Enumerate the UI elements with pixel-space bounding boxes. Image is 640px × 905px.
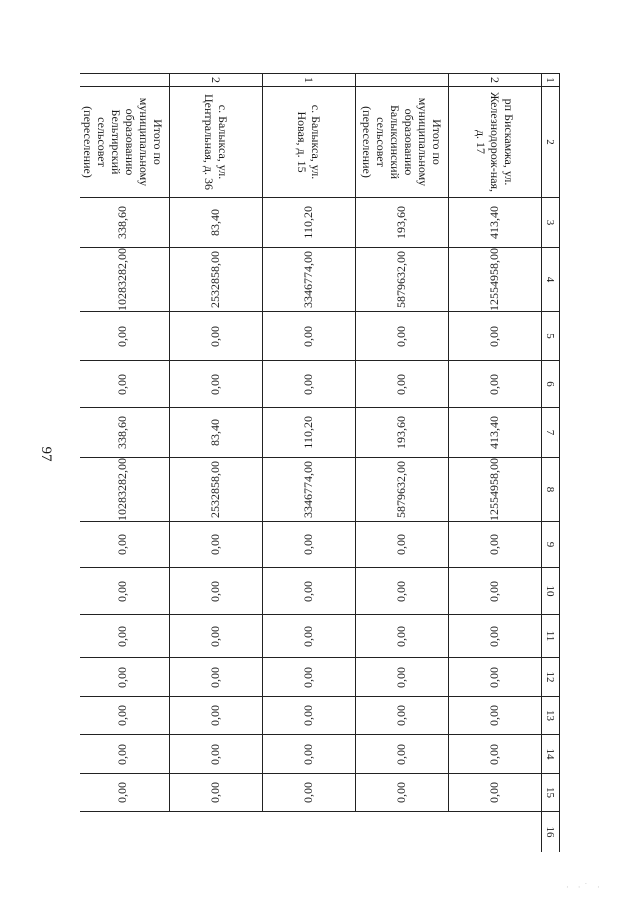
value-text: 0,00 <box>115 705 130 726</box>
column-number-header: 3 <box>542 198 560 248</box>
value-cell <box>80 658 170 697</box>
value-text: 0,00 <box>115 743 130 765</box>
value-text: 5879632,00 <box>394 251 409 308</box>
row-index-cell: 2 <box>449 74 542 87</box>
page-number: 97 <box>38 446 54 462</box>
value-text: 0,00 <box>301 373 316 395</box>
value-text: 2532858,00 <box>208 251 223 308</box>
value-text: 0,00 <box>208 534 223 555</box>
value-text: 0,00 <box>487 534 502 555</box>
value-cell <box>170 361 263 408</box>
value-text: 0,00 <box>301 325 316 347</box>
value-cell <box>449 615 542 658</box>
value-text: 0,00 <box>208 625 223 647</box>
value-text: 0,00 <box>301 625 316 647</box>
row-index-cell <box>80 74 170 87</box>
value-text: 0,00 <box>394 705 409 726</box>
value-cell <box>449 408 542 458</box>
column-number-header: 6 <box>542 361 560 408</box>
value-cell <box>356 248 449 312</box>
value-text: 2532858,00 <box>208 461 223 518</box>
header-row <box>542 74 560 853</box>
value-cell <box>170 248 263 312</box>
value-cell <box>170 522 263 568</box>
value-cell <box>170 735 263 774</box>
value-cell <box>80 774 170 812</box>
value-text: 0,00 <box>115 666 130 688</box>
value-cell <box>263 568 356 615</box>
value-text: 83,40 <box>208 209 223 236</box>
value-text: 0,00 <box>208 580 223 602</box>
value-text: 0,00 <box>394 782 409 803</box>
value-cell <box>449 312 542 361</box>
value-text: 0,00 <box>487 705 502 726</box>
value-text: 0,00 <box>301 666 316 688</box>
value-text: 10283282,00 <box>115 458 130 521</box>
value-cell <box>80 248 170 312</box>
value-text: 0,00 <box>301 534 316 555</box>
column-number-header: 9 <box>542 522 560 568</box>
row-name-cell: рп Бискамжа, ул. Железнодорож-ная, д. 17 <box>449 87 542 198</box>
table-row <box>356 74 449 853</box>
value-cell <box>263 248 356 312</box>
value-text: 0,00 <box>487 580 502 602</box>
column-number-header: 12 <box>542 658 560 697</box>
value-cell <box>449 658 542 697</box>
value-cell <box>263 774 356 812</box>
value-text: 0,00 <box>115 625 130 647</box>
value-text: 0,00 <box>301 782 316 803</box>
value-cell <box>80 522 170 568</box>
column-number-header: 16 <box>542 812 560 853</box>
column-number-header: 7 <box>542 408 560 458</box>
value-text: 0,00 <box>301 743 316 765</box>
column-number-header: 1 <box>542 74 560 87</box>
value-text: 0,00 <box>394 743 409 765</box>
value-text: 0,00 <box>208 325 223 347</box>
value-cell <box>170 697 263 735</box>
value-cell <box>356 735 449 774</box>
value-cell <box>449 361 542 408</box>
value-cell <box>356 522 449 568</box>
value-cell <box>170 568 263 615</box>
value-cell <box>80 408 170 458</box>
value-text: 0,00 <box>208 705 223 726</box>
value-cell <box>170 774 263 812</box>
value-text: 0,00 <box>115 325 130 347</box>
table-row <box>449 74 542 853</box>
value-cell <box>170 198 263 248</box>
value-text: 10283282,00 <box>115 248 130 311</box>
value-text: 0,00 <box>487 782 502 803</box>
value-text: 83,40 <box>208 419 223 446</box>
value-text: 0,00 <box>487 666 502 688</box>
value-cell <box>449 198 542 248</box>
value-cell <box>356 658 449 697</box>
value-text: 5879632,00 <box>394 461 409 518</box>
value-cell <box>356 408 449 458</box>
value-cell <box>263 615 356 658</box>
table-row <box>263 74 356 853</box>
row-index-cell: 2 <box>170 74 263 87</box>
table-body <box>80 74 560 853</box>
rotated-table-container <box>80 73 560 852</box>
value-cell <box>356 774 449 812</box>
value-cell <box>170 615 263 658</box>
value-text: 0,00 <box>487 743 502 765</box>
column-number-header: 15 <box>542 774 560 812</box>
value-cell <box>263 312 356 361</box>
value-text: 0,00 <box>301 580 316 602</box>
value-text: 0,00 <box>394 325 409 347</box>
row-name-cell: Итого по муниципальному образованию Балыксинский сельсовет (переселение) <box>356 87 449 198</box>
value-cell <box>80 312 170 361</box>
value-text: 0,00 <box>394 625 409 647</box>
table-row <box>80 74 170 853</box>
value-cell <box>80 697 170 735</box>
value-cell <box>170 312 263 361</box>
value-text: 0,00 <box>208 782 223 803</box>
value-cell <box>449 248 542 312</box>
row-name-cell: с. Балыкса, ул. Новая, д. 15 <box>263 87 356 198</box>
value-text: 0,00 <box>487 373 502 395</box>
value-cell <box>80 198 170 248</box>
value-cell <box>263 697 356 735</box>
value-text: 0,00 <box>394 666 409 688</box>
value-cell <box>170 408 263 458</box>
value-text: 0,00 <box>208 373 223 395</box>
column-number-header: 13 <box>542 697 560 735</box>
data-table-frame <box>80 73 560 852</box>
value-text: 0,00 <box>487 325 502 347</box>
value-cell <box>449 697 542 735</box>
value-text: 110,20 <box>301 206 316 239</box>
scan-artifact: · ·˙ · <box>566 883 603 893</box>
row-index-cell: 1 <box>263 74 356 87</box>
value-cell <box>356 312 449 361</box>
value-text: 0,00 <box>115 580 130 602</box>
column-number-header: 14 <box>542 735 560 774</box>
value-cell <box>449 458 542 522</box>
value-cell <box>356 697 449 735</box>
value-cell <box>356 568 449 615</box>
value-text: 0,00 <box>394 373 409 395</box>
value-cell <box>263 658 356 697</box>
value-text: 0,00 <box>394 580 409 602</box>
value-cell <box>449 774 542 812</box>
value-cell <box>449 735 542 774</box>
column-number-header: 10 <box>542 568 560 615</box>
value-cell <box>356 458 449 522</box>
value-text: 0,00 <box>487 625 502 647</box>
value-text: 0,00 <box>115 534 130 555</box>
value-cell <box>263 408 356 458</box>
value-cell <box>263 361 356 408</box>
value-text: 0,00 <box>208 743 223 765</box>
value-text: 193,60 <box>394 416 409 449</box>
column-number-header: 4 <box>542 248 560 312</box>
value-text: 3346774,00 <box>301 251 316 308</box>
value-text: 0,00 <box>115 782 130 803</box>
value-cell <box>170 658 263 697</box>
row-name-cell: с. Балыкса, ул. Центральная, д. 36 <box>170 87 263 198</box>
row-name-cell: Итого по муниципальному образованию Бельтирский сельсовет (переселение) <box>80 87 170 198</box>
value-cell <box>263 735 356 774</box>
value-cell <box>449 522 542 568</box>
value-cell <box>263 458 356 522</box>
value-cell <box>356 198 449 248</box>
row-index-cell <box>356 74 449 87</box>
value-cell <box>80 361 170 408</box>
value-cell <box>80 735 170 774</box>
value-cell <box>263 198 356 248</box>
value-cell <box>170 458 263 522</box>
value-cell <box>449 568 542 615</box>
column-number-header: 8 <box>542 458 560 522</box>
value-text: 413,40 <box>487 416 502 449</box>
value-text: 338,60 <box>115 206 130 239</box>
column-number-header: 2 <box>542 87 560 198</box>
value-text: 12554958,00 <box>487 458 502 521</box>
value-text: 3346774,00 <box>301 461 316 518</box>
value-text: 12554958,00 <box>487 248 502 311</box>
value-text: 110,20 <box>301 416 316 449</box>
table-row <box>170 74 263 853</box>
value-text: 0,00 <box>301 705 316 726</box>
column-number-header: 5 <box>542 312 560 361</box>
value-cell <box>356 361 449 408</box>
value-cell <box>356 615 449 658</box>
value-text: 0,00 <box>394 534 409 555</box>
value-cell <box>80 615 170 658</box>
value-text: 0,00 <box>115 373 130 395</box>
value-text: 0,00 <box>208 666 223 688</box>
value-text: 193,60 <box>394 206 409 239</box>
data-table <box>80 73 560 852</box>
column-number-header: 11 <box>542 615 560 658</box>
value-cell <box>80 568 170 615</box>
value-text: 413,40 <box>487 206 502 239</box>
value-cell <box>80 458 170 522</box>
value-cell <box>263 522 356 568</box>
value-text: 338,60 <box>115 416 130 449</box>
